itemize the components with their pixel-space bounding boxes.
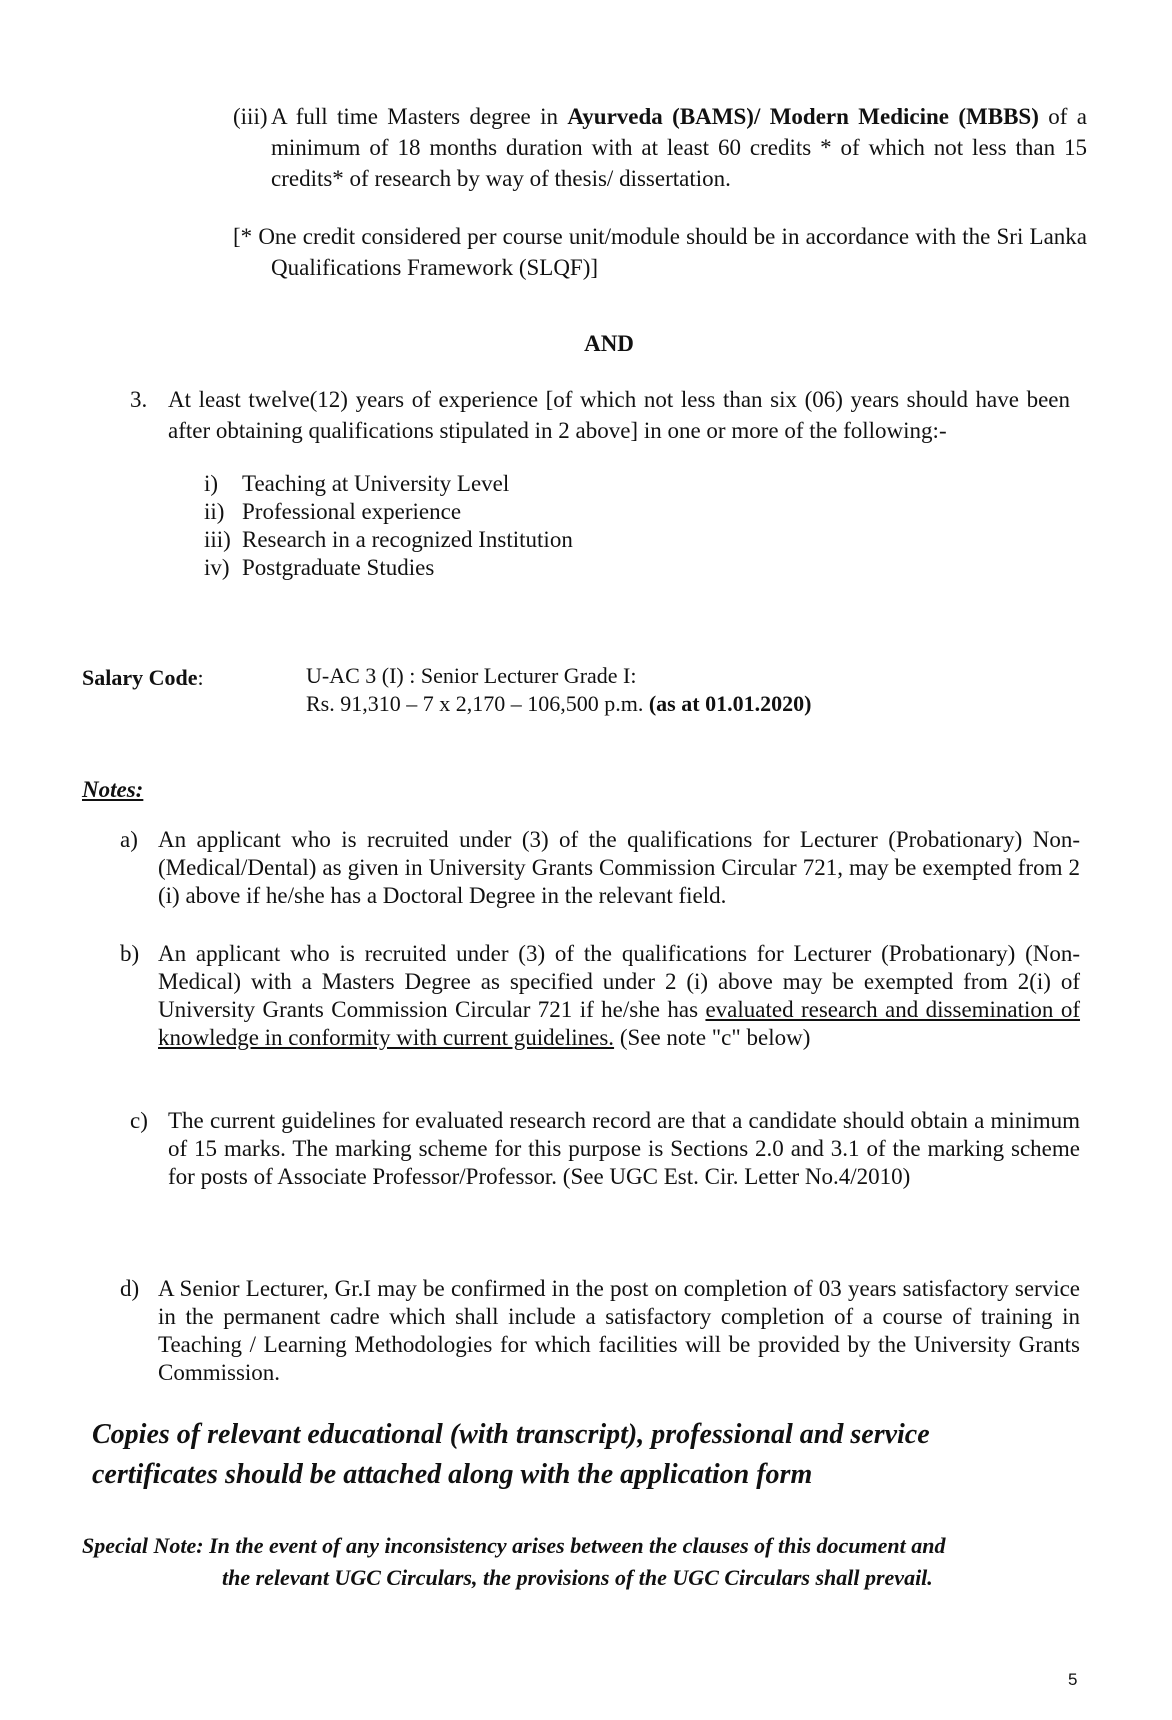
salary-code-details: [306, 662, 811, 718]
qualification-iii: [233, 101, 1087, 194]
note-d-text: A Senior Lecturer, Gr.I may be confirmed in the post on completion of 03 years satisfactory service in the permanent cadre which shall include a satisfactory completion of a course of training in Teaching / Learning Methodologies for which facilities will be provided by the University Grants Commission.: [158, 1276, 1080, 1385]
special-note: Special Note: In the event of any inconsistency arises between the clauses of this document and the relevant UGC Circulars, the provisions of the UGC Circulars shall prevail.: [82, 1533, 946, 1590]
note-c-label: c): [130, 1108, 148, 1133]
list-item: ii) Professional experience: [204, 499, 462, 524]
list-item: iii) Research in a recognized Institution: [204, 527, 573, 552]
experience-list: [204, 470, 573, 582]
list-item: i) Teaching at University Level: [204, 471, 510, 496]
experience-number: 3.: [130, 387, 148, 412]
list-item: iv) Postgraduate Studies: [204, 555, 435, 580]
copies-instruction: Copies of relevant educational (with transcript), professional and service certificates should be attached along with the application form: [92, 1419, 930, 1490]
note-b-text: An applicant who is recruited under (3) of the qualifications for Lecturer (Probationary) (Non-Medical) with a Masters Degree as specified under 2 (i) above may be exempted from 2(i) of University Grants Commission Circular 721 if he/she has evaluated research and dissemination of knowledge in conformity with current guidelines. (See note "c" below): [158, 941, 1081, 1050]
note-a: [120, 826, 1080, 910]
qualification-iii-text: A full time Masters degree in Ayurveda (BAMS)/ Modern Medicine (MBBS) of a minimum of 18 months duration with at least 60 credits * of which not less than 15 credits* of research by way of thesis/ dissertation.: [271, 104, 1087, 191]
experience-text: At least twelve(12) years of experience [of which not less than six (06) years should have been after obtaining qualifications stipulated in 2 above] in one or more of the following:-: [168, 387, 1070, 443]
page-number: 5: [1068, 1670, 1078, 1689]
note-b-label: b): [120, 941, 140, 966]
note-c-text: The current guidelines for evaluated research record are that a candidate should obtain a minimum of 15 marks. The marking scheme for this purpose is Sections 2.0 and 3.1 of the marking scheme for posts of Associate Professor/Professor. (See UGC Est. Cir. Letter No.4/2010): [168, 1108, 1080, 1189]
note-a-text: An applicant who is recruited under (3) of the qualifications for Lecturer (Probationary) Non-(Medical/Dental) as given in University Grants Commission Circular 721, may be exempted from 2 (i) above if he/she has a Doctoral Degree in the relevant field.: [158, 827, 1080, 908]
note-a-label: a): [120, 827, 138, 852]
note-d-label: d): [120, 1276, 140, 1301]
salary-grade: U-AC 3 (I) : Senior Lecturer Grade I:: [306, 663, 637, 688]
salary-scale: Rs. 91,310 – 7 x 2,170 – 106,500 p.m. (as at 01.01.2020): [306, 691, 812, 716]
note-c: [130, 1107, 1080, 1191]
credit-note: [* One credit considered per course unit/module should be in accordance with the Sri Lanka Qualifications Framework (SLQF)]: [233, 224, 1087, 280]
note-b: [120, 940, 1080, 1052]
qualification-iii-label: (iii): [233, 104, 268, 129]
note-d: [120, 1275, 1080, 1387]
salary-code-label: Salary Code:: [82, 665, 204, 690]
notes-heading: Notes:: [82, 777, 144, 802]
and-heading: AND: [584, 331, 634, 356]
experience-requirement: [130, 384, 1070, 446]
